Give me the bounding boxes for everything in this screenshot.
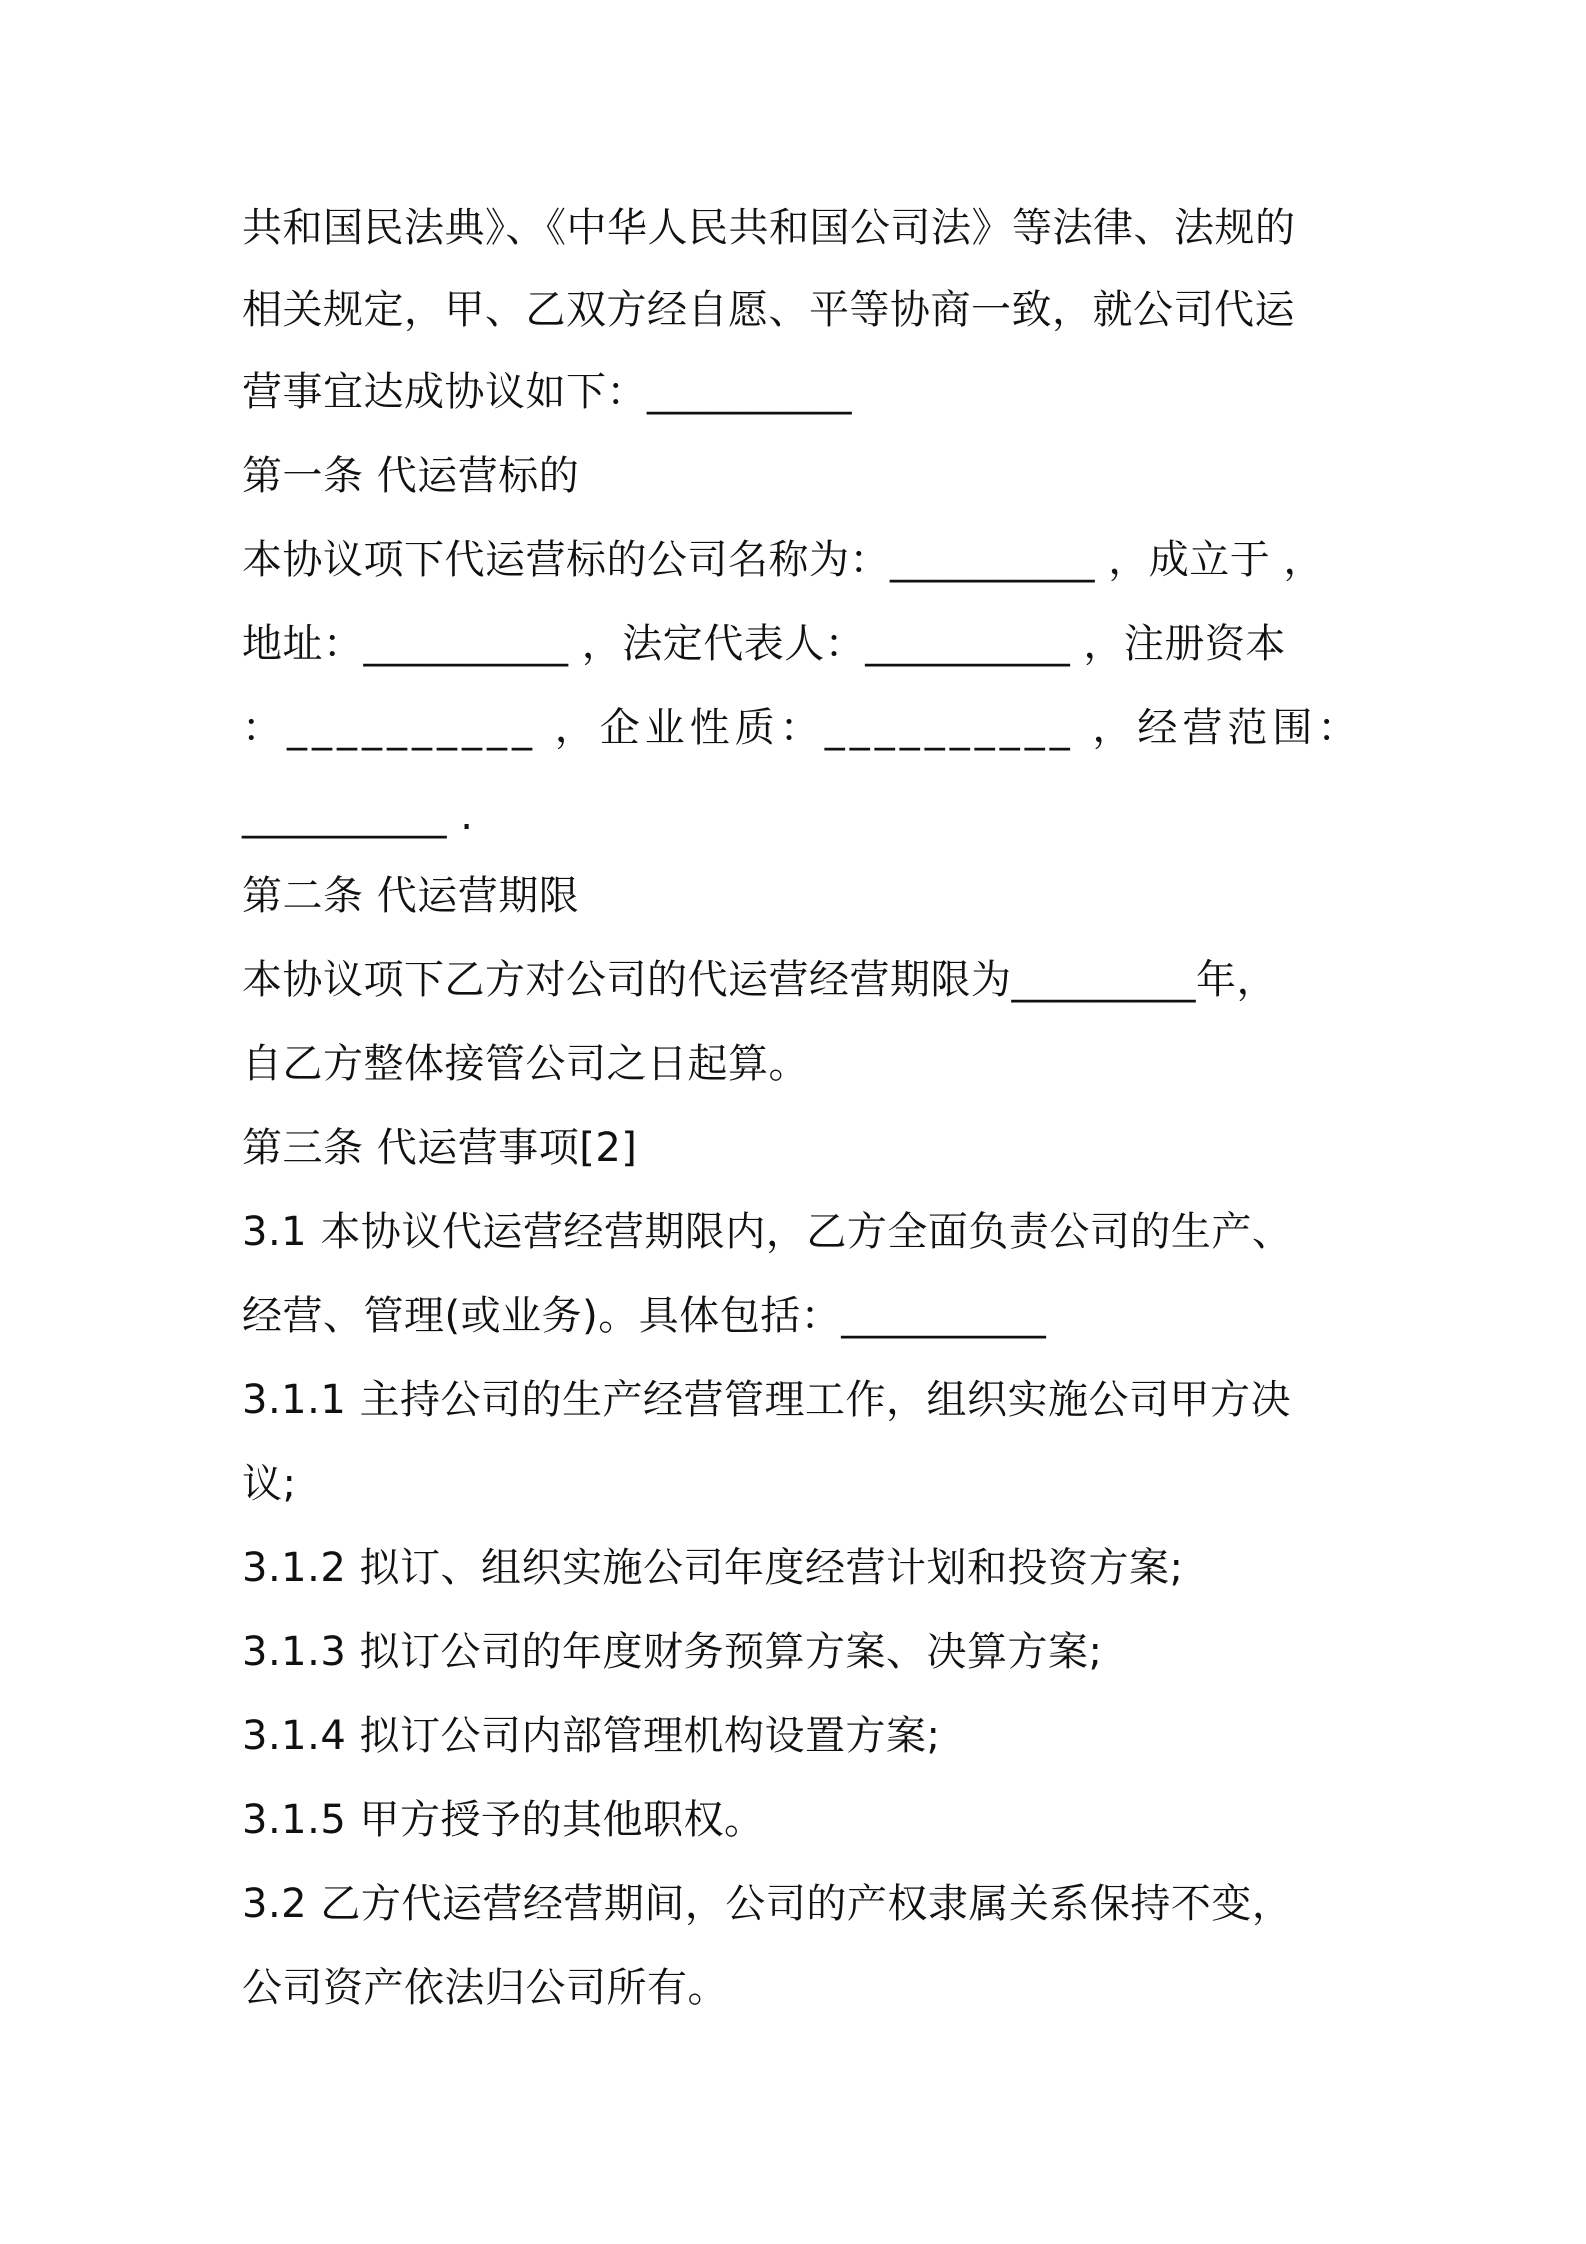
article-2-heading: 第二条 代运营期限	[242, 873, 580, 919]
clause-3-1-line-1: 3.1 本协议代运营经营期限内，乙方全面负责公司的生产、	[242, 1209, 1293, 1255]
clause-3-1-1-line-2: 议;	[242, 1461, 297, 1507]
paragraph-line-6: 地址：__________ ，法定代表人：__________ ，注册资本	[242, 621, 1286, 667]
paragraph-line-5: 本协议项下代运营标的公司名称为：__________ ，成立于 ，	[242, 537, 1324, 583]
clause-3-1-5: 3.1.5 甲方授予的其他职权。	[242, 1797, 765, 1843]
clause-3-1-1-line-1: 3.1.1 主持公司的生产经营管理工作，组织实施公司甲方决	[242, 1377, 1291, 1423]
paragraph-line-10: 本协议项下乙方对公司的代运营经营期限为_________年，	[242, 957, 1277, 1003]
clause-3-2-line-2: 公司资产依法归公司所有。	[242, 1965, 728, 2011]
clause-3-1-4: 3.1.4 拟订公司内部管理机构设置方案;	[242, 1713, 941, 1759]
paragraph-line-2: 相关规定，甲、乙双方经自愿、平等协商一致，就公司代运	[242, 287, 1295, 333]
paragraph-line-7: ：__________ ，企业性质：__________ ，经营范围：	[242, 705, 1363, 751]
clause-3-2-line-1: 3.2 乙方代运营经营期间，公司的产权隶属关系保持不变，	[242, 1881, 1293, 1927]
paragraph-line-3: 营事宜达成协议如下：__________	[242, 369, 852, 415]
article-1-heading: 第一条 代运营标的	[242, 453, 580, 499]
clause-3-1-2: 3.1.2 拟订、组织实施公司年度经营计划和投资方案;	[242, 1545, 1184, 1591]
clause-3-1-line-2: 经营、管理(或业务)。具体包括：__________	[242, 1293, 1047, 1339]
paragraph-line-1: 共和国民法典》、《中华人民共和国公司法》等法律、法规的	[242, 205, 1296, 251]
paragraph-line-11: 自乙方整体接管公司之日起算。	[242, 1041, 809, 1087]
clause-3-1-3: 3.1.3 拟订公司的年度财务预算方案、决算方案;	[242, 1629, 1103, 1675]
paragraph-line-8: __________ .	[242, 793, 474, 839]
article-3-heading: 第三条 代运营事项[2]	[242, 1125, 638, 1171]
